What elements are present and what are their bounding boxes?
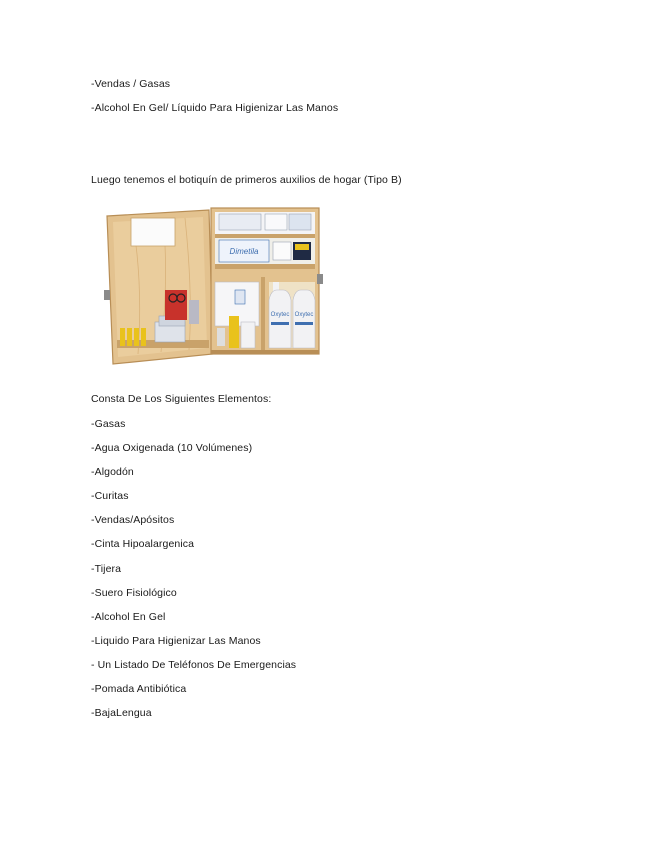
list-item: -Agua Oxigenada (10 Volúmenes) [91, 442, 253, 455]
list-item: - Un Listado De Teléfonos De Emergencias [91, 658, 297, 671]
elements-heading: Consta De Los Siguientes Elementos: [91, 393, 272, 405]
list-item: -Liquido Para Higienizar Las Manos [91, 634, 261, 647]
line-vendas-gasas: -Vendas / Gasas [91, 78, 171, 90]
first-aid-kit-image [103, 204, 326, 368]
box-brand-label: Dimetila [229, 247, 259, 256]
kit-left-door [104, 210, 213, 364]
intro-paragraph: Luego tenemos el botiquín de primeros auxilios de hogar (Tipo B) [91, 174, 402, 186]
list-item: -Gasas [91, 418, 126, 430]
list-item: -Tijera [91, 562, 122, 575]
list-item: -Alcohol En Gel [91, 610, 166, 623]
list-item: -Algodón [91, 466, 134, 479]
bottle-label-right: Oxytec [294, 312, 314, 318]
elements-list [91, 418, 296, 731]
list-item: -Pomada Antibiótica [91, 683, 187, 696]
bottle-label-left: Oxytec [270, 312, 290, 318]
kit-cabinet-body [211, 208, 323, 354]
list-item: -Cinta Hipoalargenica [91, 538, 195, 551]
list-item: -BajaLengua [91, 707, 152, 720]
list-item: -Curitas [91, 490, 129, 503]
list-item: -Suero Fisiológico [91, 586, 177, 599]
list-item: -Vendas/Apósitos [91, 514, 175, 527]
line-alcohol-en-gel: -Alcohol En Gel/ Líquido Para Higienizar Las Manos [91, 102, 339, 114]
